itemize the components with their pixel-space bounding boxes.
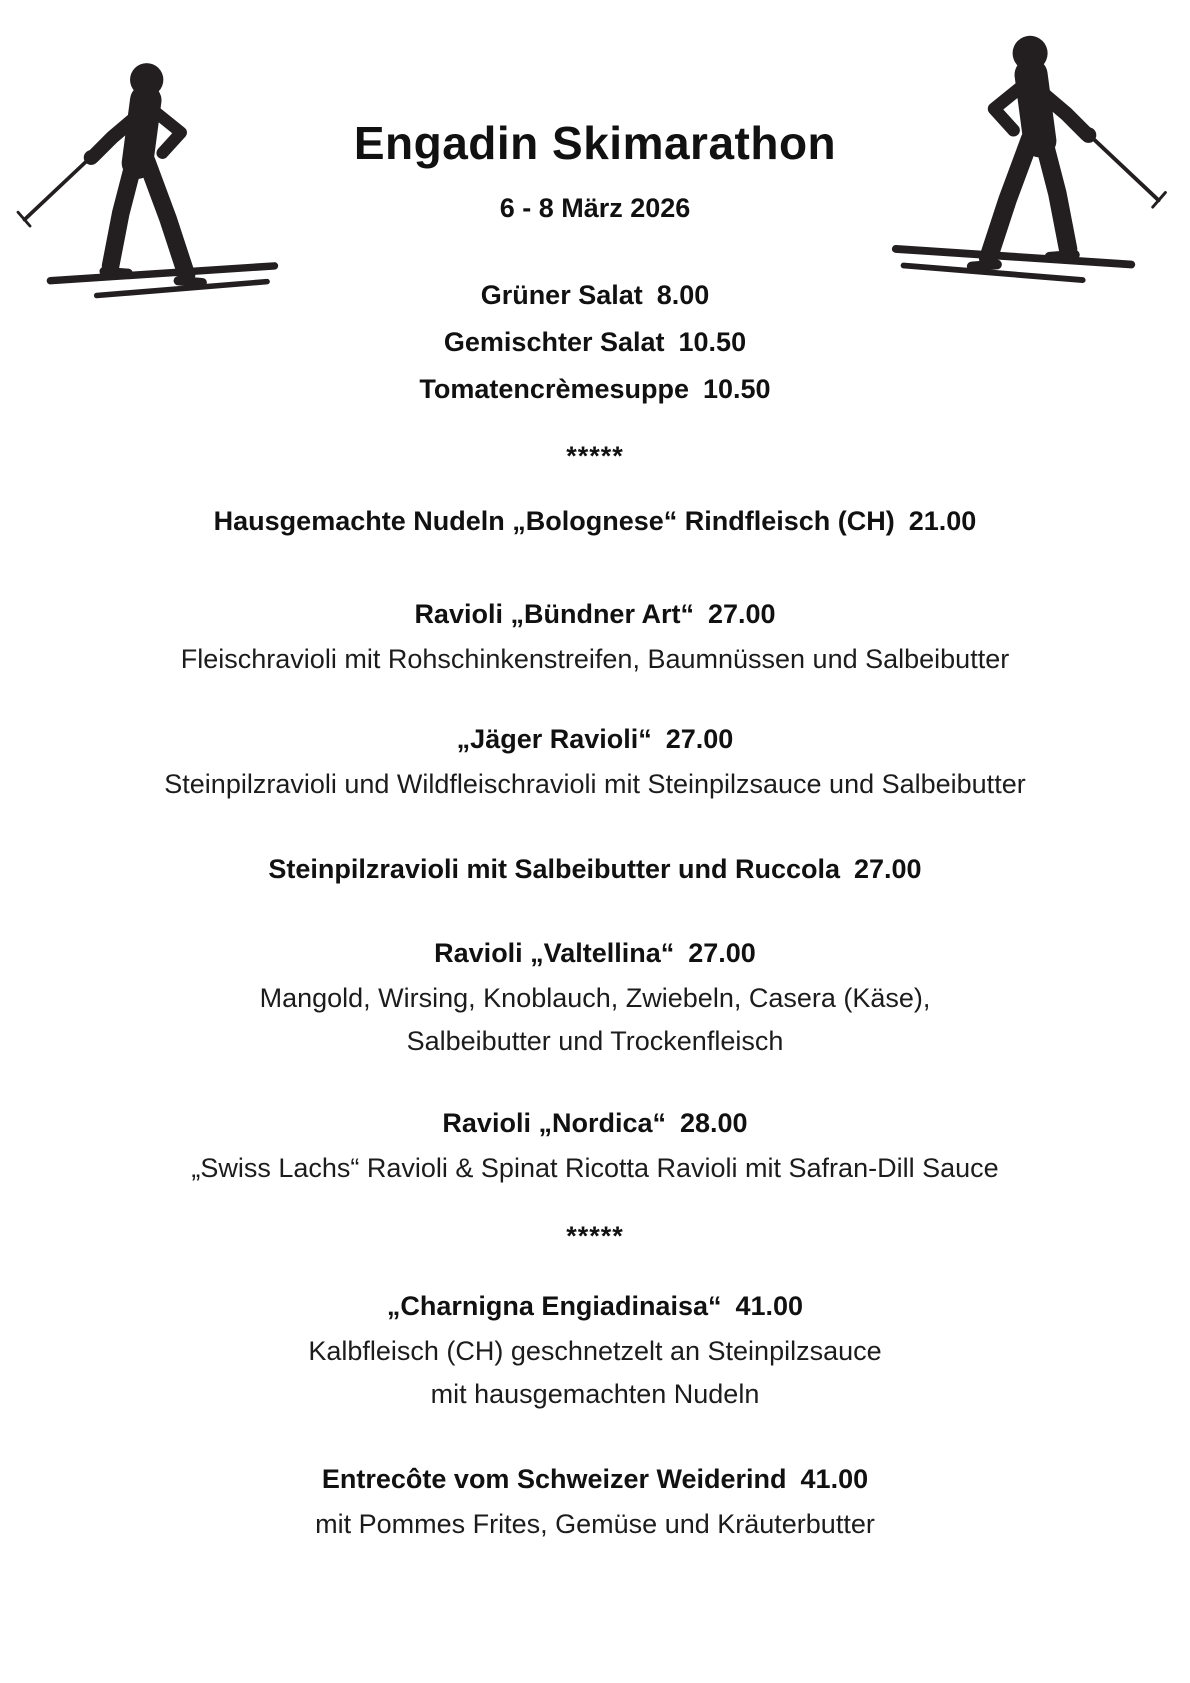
- menu-item-description: Salbeibutter und Trockenfleisch: [406, 1026, 784, 1056]
- menu-item-price: 10.50: [678, 327, 747, 357]
- menu-item: [0, 1100, 1190, 1147]
- menu-item-price: 27.00: [688, 938, 756, 968]
- main-course-section: [0, 1283, 1190, 1416]
- menu-item-name: „Charnigna Engiadinaisa“: [386, 1291, 722, 1321]
- starters-section: [0, 272, 1190, 413]
- menu-item: [0, 846, 1190, 893]
- menu-item-name: Tomatencrèmesuppe: [419, 374, 689, 404]
- menu-item-price: 28.00: [679, 1108, 748, 1138]
- menu-item: [0, 591, 1190, 638]
- menu-item-description: mit Pommes Frites, Gemüse und Kräuterbutter: [315, 1509, 875, 1539]
- menu-item-description: Fleischravioli mit Rohschinkenstreifen, Baumnüssen und Salbeibutter: [180, 644, 1010, 674]
- section-separator: *****: [566, 1221, 624, 1251]
- menu-item: [0, 930, 1190, 977]
- main-course-section: [0, 1456, 1190, 1546]
- menu-item: [0, 498, 1190, 545]
- menu-item: [0, 716, 1190, 763]
- menu-item-price: 41.00: [800, 1464, 869, 1494]
- course-section: [0, 498, 1190, 545]
- course-section: [0, 846, 1190, 893]
- course-section: [0, 591, 1190, 681]
- menu-item-name: Gemischter Salat: [443, 327, 665, 357]
- menu-item-name: Ravioli „Valtellina“: [434, 938, 675, 968]
- menu-item-name: Steinpilzravioli mit Salbeibutter und Ruccola: [268, 854, 840, 884]
- menu-item-name: Entrecôte vom Schweizer Weiderind: [321, 1464, 787, 1494]
- menu-item: [0, 366, 1190, 413]
- menu-item-name: Grüner Salat: [480, 280, 643, 310]
- menu-item: [0, 1456, 1190, 1503]
- menu-item: [0, 272, 1190, 319]
- menu-item-description: Kalbfleisch (CH) geschnetzelt an Steinpilzsauce: [308, 1336, 882, 1366]
- menu-item-description: „Swiss Lachs“ Ravioli & Spinat Ricotta Ravioli mit Safran-Dill Sauce: [191, 1153, 999, 1183]
- course-section: [0, 716, 1190, 806]
- menu-item-price: 41.00: [735, 1291, 804, 1321]
- menu-item-name: Hausgemachte Nudeln „Bolognese“ Rindfleisch (CH): [213, 506, 895, 536]
- menu-item-name: „Jäger Ravioli“: [456, 724, 652, 754]
- menu-item-description: Mangold, Wirsing, Knoblauch, Zwiebeln, Casera (Käse),: [259, 983, 931, 1013]
- menu-item-price: 27.00: [665, 724, 734, 754]
- menu-item-price: 21.00: [908, 506, 977, 536]
- page-title: Engadin Skimarathon: [353, 117, 837, 169]
- menu-item-price: 8.00: [656, 280, 710, 310]
- course-section: [0, 1100, 1190, 1190]
- menu-item-description: mit hausgemachten Nudeln: [430, 1379, 760, 1409]
- menu-item-price: 27.00: [707, 599, 776, 629]
- event-date: 6 - 8 März 2026: [499, 193, 691, 223]
- menu-item-name: Ravioli „Nordica“: [442, 1108, 666, 1138]
- menu-item-price: 10.50: [703, 374, 771, 404]
- menu-item-description: Steinpilzravioli und Wildfleischravioli mit Steinpilzsauce und Salbeibutter: [164, 769, 1026, 799]
- section-separator: *****: [566, 441, 624, 471]
- menu-item: [0, 1283, 1190, 1330]
- menu-item-name: Ravioli „Bündner Art“: [414, 599, 694, 629]
- menu-item-price: 27.00: [854, 854, 922, 884]
- course-section: [0, 930, 1190, 1063]
- menu-item: [0, 319, 1190, 366]
